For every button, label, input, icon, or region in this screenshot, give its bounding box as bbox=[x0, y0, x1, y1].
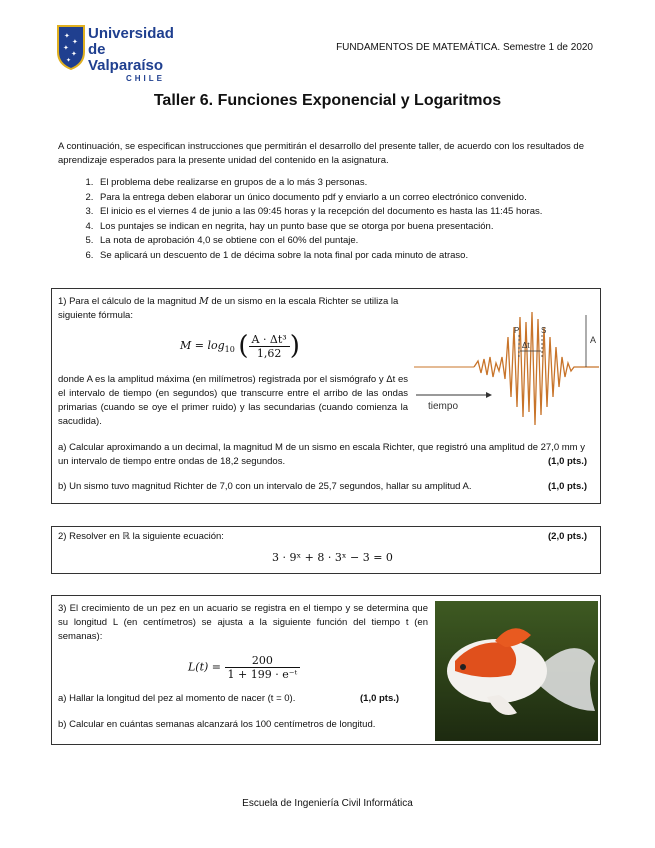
formula-sub: 10 bbox=[224, 345, 235, 355]
problem-1-box bbox=[51, 288, 601, 504]
problem-3-box bbox=[51, 595, 601, 745]
label-a: A bbox=[590, 335, 597, 345]
p3-denominator: 1 + 199 · e⁻ᵗ bbox=[227, 668, 298, 681]
p1-intro-a: 1) Para el cálculo de la magnitud bbox=[58, 296, 197, 307]
label-time: tiempo bbox=[428, 401, 459, 412]
p1-intro-var: M bbox=[199, 296, 209, 307]
formula-lhs: M = log bbox=[180, 339, 225, 352]
page-title: Taller 6. Funciones Exponencial y Logaritmos bbox=[153, 92, 502, 109]
label-s: S bbox=[541, 326, 547, 335]
university-logo bbox=[56, 24, 176, 83]
logo-line-3: CHILE bbox=[126, 74, 165, 83]
p1a-points: (1,0 pts.) bbox=[548, 456, 588, 467]
label-delta-t: Δt bbox=[522, 341, 530, 350]
intro-paragraph: A continuación, se especifican instrucciones que permitirán el desarrollo del presente taller, de acuerdo con los resultados de aprendizaje esperados para la presente unidad del contenido en la asignatura. bbox=[58, 141, 584, 166]
problem-2-box bbox=[51, 526, 601, 574]
logo-line-1: Universidad bbox=[88, 25, 174, 42]
instructions-list bbox=[58, 176, 636, 263]
problem-2-text: 2) Resolver en ℝ la siguiente ecuación: bbox=[58, 531, 224, 542]
seismogram-diagram bbox=[414, 297, 604, 437]
shield-icon bbox=[56, 24, 86, 70]
instruction-item: 5. La nota de aprobación 4,0 se obtiene con el 60% del puntaje. bbox=[96, 234, 636, 249]
problem-3a: a) Hallar la longitud del pez al momento de nacer (t = 0). bbox=[58, 693, 296, 704]
instruction-item: 3. El inicio es el viernes 4 de junio a las 09:45 horas y la recepción del documento es hasta las 11:45 horas. bbox=[96, 205, 636, 220]
problem-1-intro bbox=[58, 295, 408, 323]
goldfish-image bbox=[435, 601, 598, 741]
p1-question-a: a) Calcular aproximando a un decimal, la magnitud M de un sismo en escala Richter, que registró una amplitud de 27,0 mm y un intervalo de tiempo entre ondas de 18,2 segundos. bbox=[58, 442, 585, 467]
instruction-item: 2. Para la entrega deben elaborar un único documento pdf y enviarlo a un correo electrónico convenido. bbox=[96, 191, 636, 206]
problem-1-description: donde A es la amplitud máxima (en milímetros) registrada por el sismógrafo y Δt es el intervalo de tiempo (en segundos) que transcurre entre el arribo de las ondas primarias (cuando se oye el primer ruido) y las secundarias (cuando comienza la sacudida). bbox=[58, 374, 408, 427]
page-footer: Escuela de Ingeniería Civil Informática bbox=[242, 798, 413, 809]
instruction-item: 1. El problema debe realizarse en grupos de a lo más 3 personas. bbox=[96, 176, 636, 191]
p2-equation: 3 · 9ˣ + 8 · 3ˣ − 3 = 0 bbox=[272, 551, 393, 564]
svg-text:✦: ✦ bbox=[63, 45, 69, 52]
richter-formula: $M = \log_{10}$ ( $\frac{\text{A · Δt³}}{1,62}$ ) bbox=[180, 331, 300, 361]
instruction-item: 4. Los puntajes se indican en negrita, hay un punto base que se otorga por buena presentación. bbox=[96, 220, 636, 235]
problem-1b: b) Un sismo tuvo magnitud Richter de 7,0 con un intervalo de 25,7 segundos, hallar su amplitud A. bbox=[58, 481, 472, 492]
svg-text:✦: ✦ bbox=[64, 33, 70, 40]
label-p: P bbox=[514, 326, 520, 335]
problem-3-text: 3) El crecimiento de un pez en un acuario se registra en el tiempo y se determina que su longitud L (en centímetros) se ajusta a la siguiente función del tiempo t (en semanas): bbox=[58, 603, 428, 642]
p3-numerator: 200 bbox=[225, 654, 301, 668]
problem-3b: b) Calcular en cuántas semanas alcanzará los 100 centímetros de longitud. bbox=[58, 719, 376, 730]
formula-numerator: A · Δt³ bbox=[249, 333, 290, 347]
course-header: FUNDAMENTOS DE MATEMÁTICA. Semestre 1 de 2020 bbox=[336, 42, 593, 53]
logo-line-2: de Valparaíso bbox=[88, 41, 164, 74]
p3a-points: (1,0 pts.) bbox=[360, 693, 400, 704]
svg-text:✦: ✦ bbox=[72, 39, 78, 46]
growth-formula bbox=[188, 654, 300, 681]
p2-points: (2,0 pts.) bbox=[548, 531, 588, 542]
formula-denominator: 1,62 bbox=[256, 346, 282, 360]
instruction-item: 6. Se aplicará un descuento de 1 de décima sobre la nota final por cada minuto de atraso. bbox=[96, 249, 636, 264]
p3-formula-lhs: L(t) = bbox=[188, 660, 222, 674]
p1-intro-b: de un sismo en la escala Richter se utiliza la siguiente fórmula: bbox=[58, 296, 399, 321]
p1b-points: (1,0 pts.) bbox=[548, 481, 588, 492]
problem-1a bbox=[58, 441, 598, 469]
svg-text:✦: ✦ bbox=[71, 51, 77, 58]
svg-text:✦: ✦ bbox=[66, 58, 72, 64]
